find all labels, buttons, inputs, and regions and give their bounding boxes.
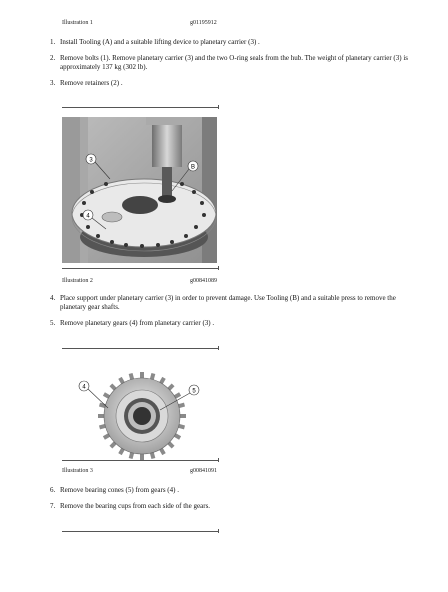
illustration-2-caption (62, 278, 217, 284)
callout-3: 3 (89, 157, 93, 164)
step-2-number: 2. (50, 54, 56, 62)
planetary-carrier-photo (62, 117, 217, 263)
illustration-3-id: g00841091 (190, 468, 217, 474)
illustration-1-caption (62, 20, 217, 26)
step-1-number: 1. (50, 38, 56, 46)
step-4-number: 4. (50, 294, 56, 302)
figure-2-bottom-rule-tick (218, 266, 219, 270)
callout-4: 4 (86, 213, 90, 220)
step-6-text: Remove bearing cones (5) from gears (4) . (60, 486, 179, 494)
step-3-number: 3. (50, 79, 56, 87)
illustration-3-caption (62, 468, 217, 474)
figure-3-bottom-rule (62, 460, 218, 461)
callout-b: B (190, 164, 196, 171)
step-2-text: Remove bolts (1). Remove planetary carrier (3) and the two O-ring seals from the hub. The weight of planetary carrier (3) is approximately 137 kg (302 lb). (60, 54, 409, 71)
step-5-text: Remove planetary gears (4) from planetary carrier (3) . (60, 319, 215, 327)
illustration-2-id: g00841089 (190, 278, 217, 284)
step-6-number: 6. (50, 486, 56, 494)
figure-3-bottom-rule-tick (218, 458, 219, 462)
illustration-3-label: Illustration 3 (62, 468, 93, 474)
illustration-2-label: Illustration 2 (62, 278, 93, 284)
step-1-text: Install Tooling (A) and a suitable lifting device to planetary carrier (3) . (60, 38, 260, 46)
illustration-1-label: Illustration 1 (62, 20, 93, 26)
step-3-text: Remove retainers (2) . (60, 79, 123, 87)
step-7-number: 7. (50, 502, 56, 510)
end-rule (62, 531, 218, 532)
callout-4b: 4 (82, 384, 86, 391)
step-5-number: 5. (50, 319, 56, 327)
figure-2-top-rule (62, 107, 218, 108)
illustration-1-id: g01195912 (190, 20, 217, 26)
figure-2-top-rule-tick (218, 105, 219, 109)
end-rule-tick (218, 529, 219, 533)
callout-5: 5 (192, 388, 196, 395)
figure-3-top-rule (62, 348, 218, 349)
step-4-text: Place support under planetary carrier (3) in order to prevent damage. Use Tooling (B) and a suitable press to remove the planetary gear shafts. (60, 294, 396, 311)
figure-2-bottom-rule (62, 268, 218, 269)
step-7-text: Remove the bearing cups from each side of the gears. (60, 502, 211, 510)
planetary-gear-photo (74, 370, 214, 462)
figure-3-top-rule-tick (218, 346, 219, 350)
